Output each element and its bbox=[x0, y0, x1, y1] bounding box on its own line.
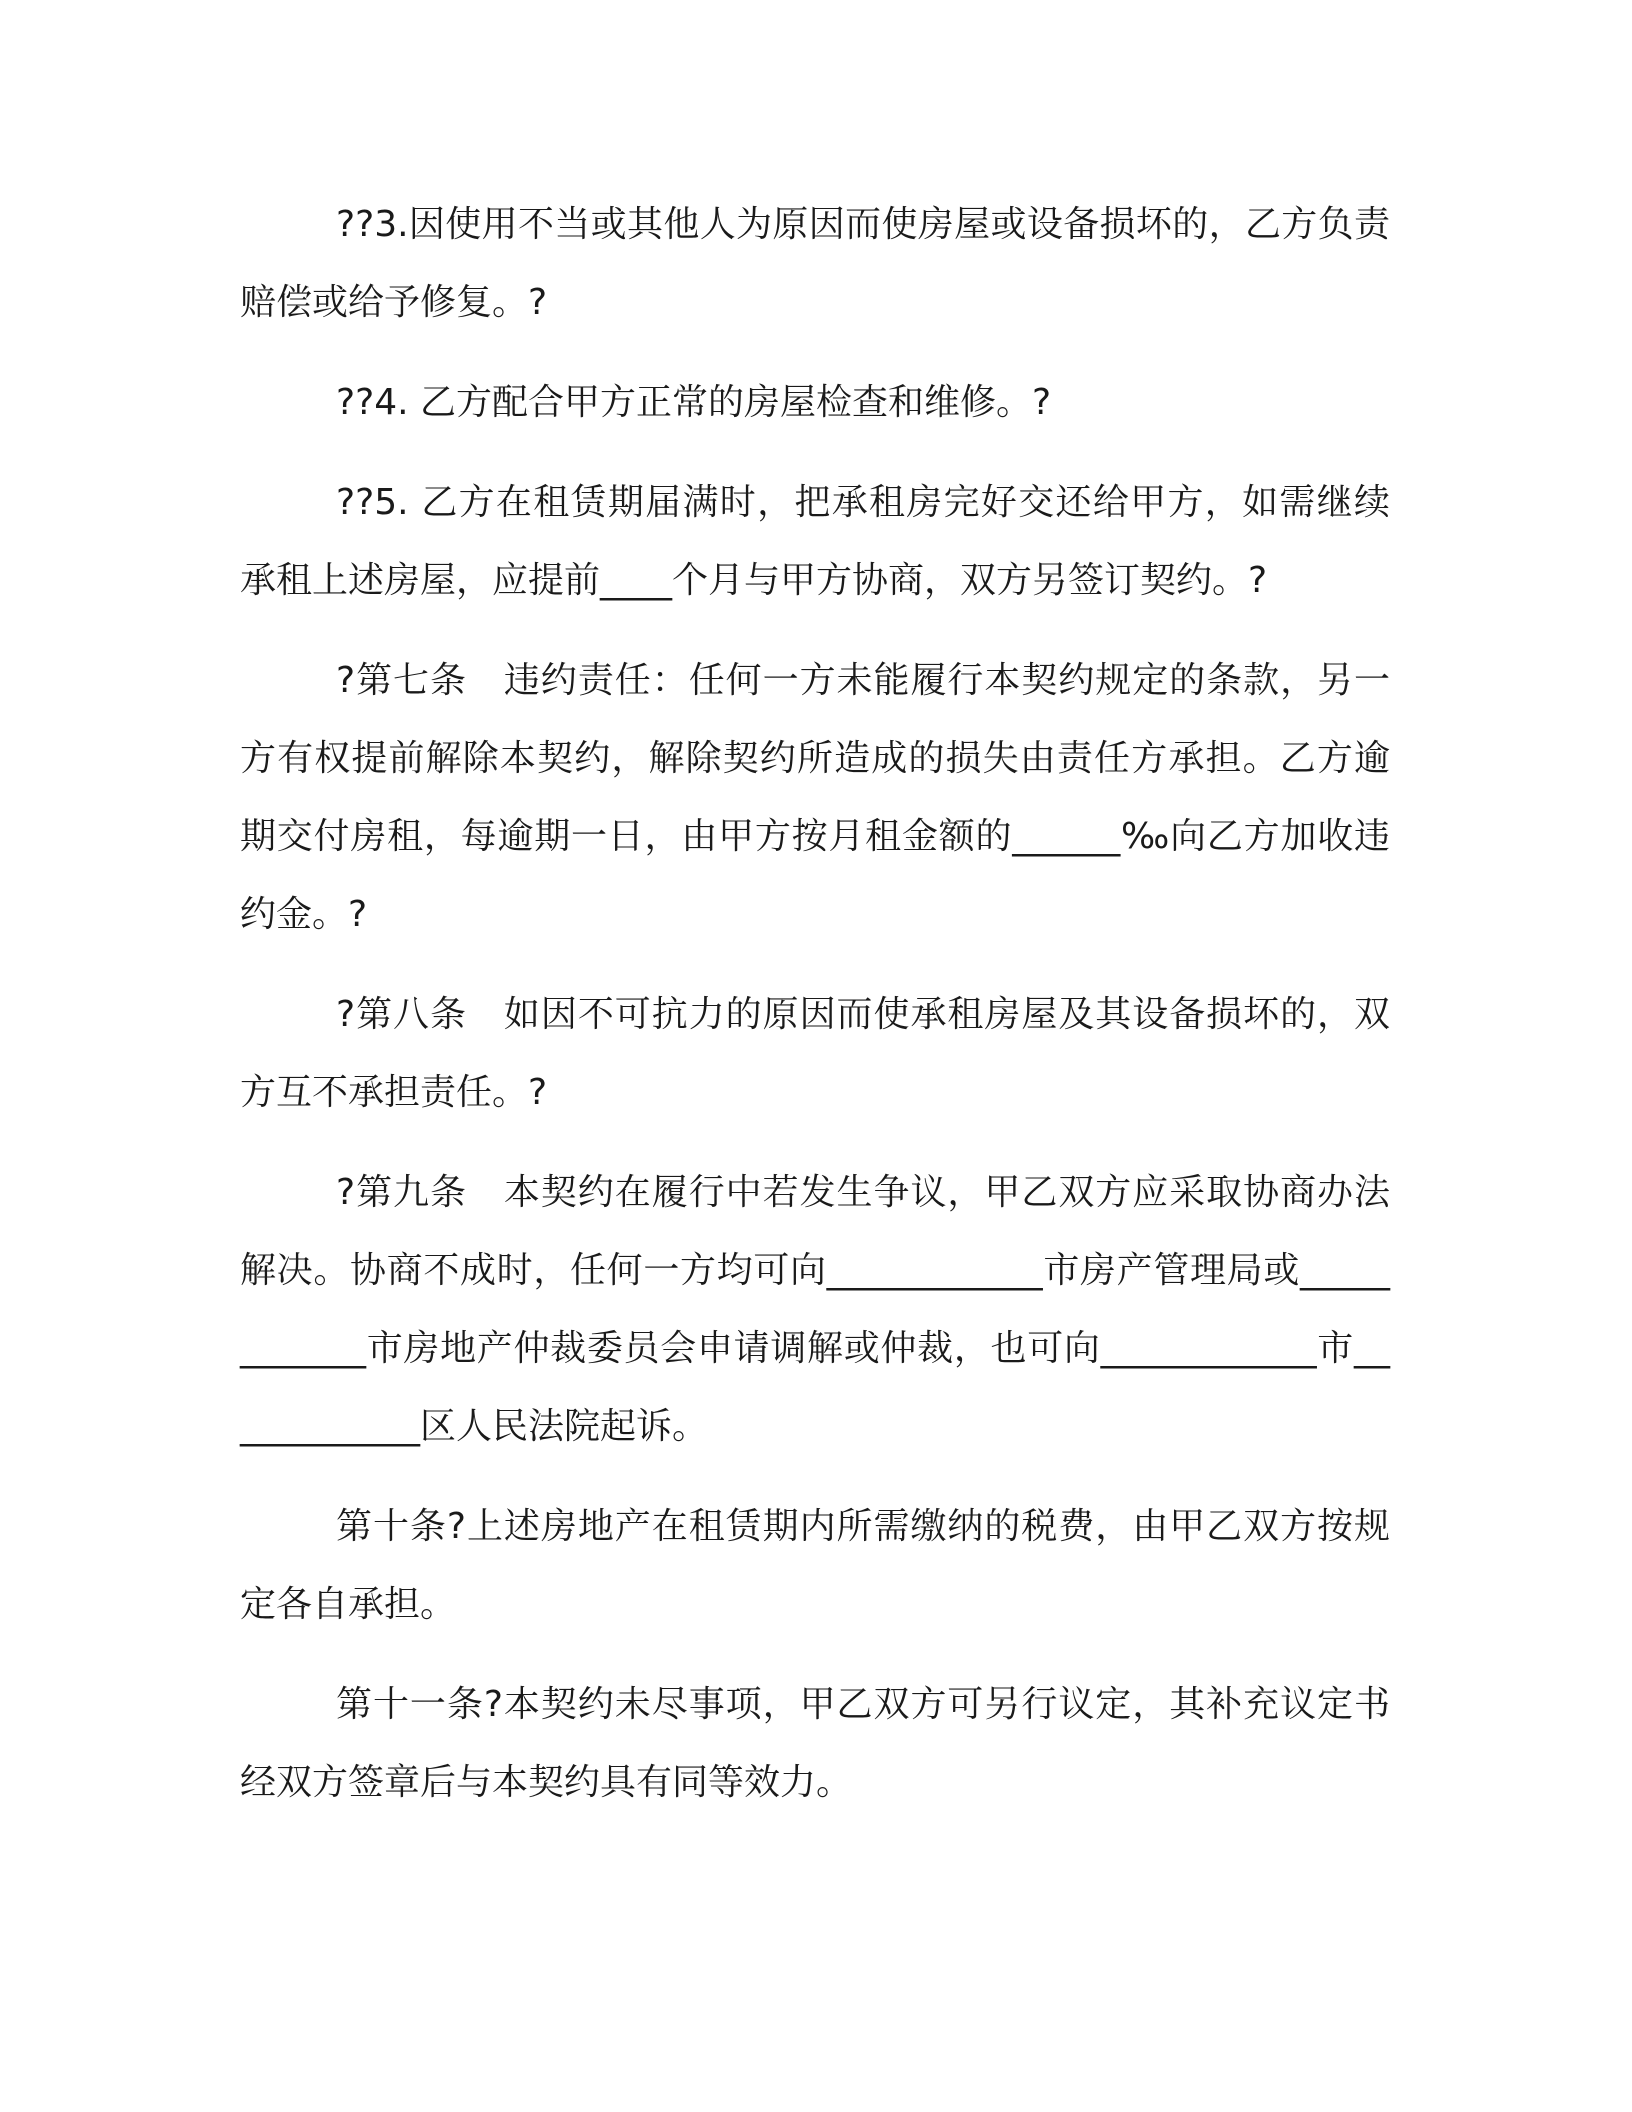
clause-4-paragraph: ??4. 乙方配合甲方正常的房屋检查和维修。? bbox=[336, 382, 1052, 423]
article-8-paragraph: ?第八条 如因不可抗力的原因而使承租房屋及其设备损坏的，双方互不承担责任。? bbox=[240, 994, 1390, 1113]
article-7-paragraph: ?第七条 违约责任：任何一方未能履行本契约规定的条款，另一方有权提前解除本契约，解除契约所造成的损失由责任方承担。乙方逾期交付房租，每逾期一日，由甲方按月租金额的______‰向乙方加收违约金。? bbox=[240, 660, 1390, 935]
document-body bbox=[240, 186, 1390, 1844]
clause-3-paragraph: ??3.因使用不当或其他人为原因而使房屋或设备损坏的，乙方负责赔偿或给予修复。? bbox=[240, 204, 1390, 323]
article-9-paragraph: ?第九条 本契约在履行中若发生争议，甲乙双方应采取协商办法解决。协商不成时，任何一方均可向____________市房产管理局或____________市房地产仲裁委员会申请调解或仲裁，也可向____________市____________区人民法院起诉。 bbox=[240, 1172, 1390, 1447]
article-11-paragraph: 第十一条?本契约未尽事项，甲乙双方可另行议定，其补充议定书经双方签章后与本契约具有同等效力。 bbox=[240, 1684, 1390, 1803]
clause-5-paragraph: ??5. 乙方在租赁期届满时，把承租房完好交还给甲方，如需继续承租上述房屋，应提前____个月与甲方协商，双方另签订契约。? bbox=[240, 482, 1390, 601]
article-10-paragraph: 第十条?上述房地产在租赁期内所需缴纳的税费，由甲乙双方按规定各自承担。 bbox=[240, 1506, 1390, 1625]
